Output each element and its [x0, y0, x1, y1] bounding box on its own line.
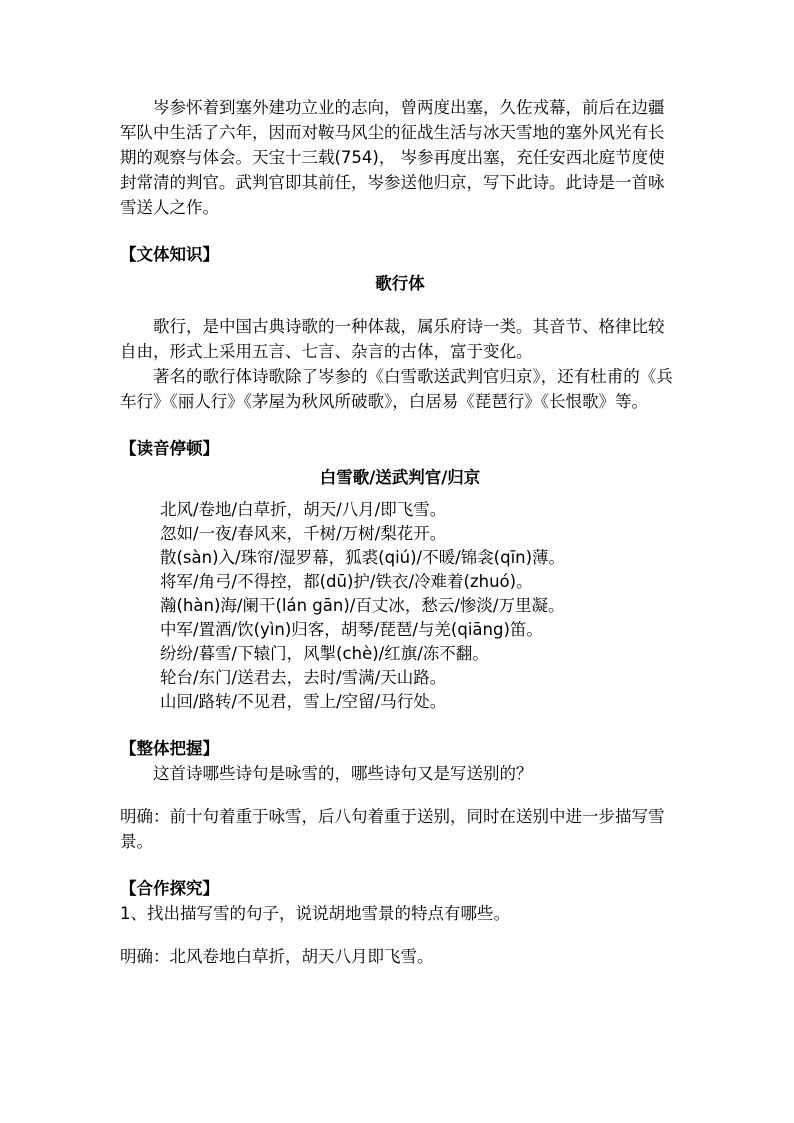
poem-line: 散(sàn)入/珠帘/湿罗幕，狐裘(qiú)/不暖/锦衾(qīn)薄。: [160, 548, 566, 567]
explore-answer: 明确：北风卷地白草折，胡天八月即飞雪。: [120, 947, 434, 966]
poem-line: 中军/置酒/饮(yìn)归客，胡琴/琵琶/与羌(qiāng)笛。: [160, 620, 543, 639]
overall-answer: 明确：前十句着重于咏雪，后八句着重于送别，同时在送别中进一步描写雪景。: [120, 807, 665, 851]
poem-line: 山回/路转/不见君，雪上/空留/马行处。: [160, 692, 447, 711]
poem-line: 轮台/东门/送君去，去时/雪满/天山路。: [160, 668, 447, 687]
poem-line: 瀚(hàn)海/阑干(lán gān)/百丈冰，愁云/惨淡/万里凝。: [160, 596, 565, 615]
intro-paragraph: 岑参怀着到塞外建功立业的志向，曾两度出塞，久佐戎幕，前后在边疆军队中生活了六年，因而对鞍马风尘的征战生活与冰天雪地的塞外风光有长期的观察与体会。天宝十三载(754)， 岑参再度出塞，充任安西北庭节度使封常清的判官。武判官即其前任，岑参送他归京，写下此诗。此诗是一首咏雪送人之作。: [120, 98, 665, 217]
genre-paragraph-2: 著名的歌行体诗歌除了岑参的《白雪歌送武判官归京》，还有杜甫的《兵车行》《丽人行》《茅屋为秋风所破歌》，白居易《琵琶行》《长恨歌》等。: [120, 367, 673, 411]
poem-title: 白雪歌/送武判官/归京: [319, 468, 481, 487]
poem-block: [120, 498, 680, 714]
poem-line: 北风/卷地/白草折，胡天/八月/即飞雪。: [160, 500, 447, 519]
document-content: [120, 95, 680, 969]
genre-title: 歌行体: [375, 274, 425, 293]
genre-paragraph-1: 歌行，是中国古典诗歌的一种体裁，属乐府诗一类。其音节、格律比较自由，形式上采用五言、七言、杂言的古体，富于变化。: [120, 317, 665, 361]
overall-heading: 【整体把握】: [120, 739, 219, 758]
genre-heading: 【文体知识】: [120, 245, 219, 264]
poem-line: 将军/角弓/不得控，都(dū)护/铁衣/冷难着(zhuó)。: [160, 572, 533, 591]
poem-line: 纷纷/暮雪/下辕门，风掣(chè)/红旗/冻不翻。: [160, 644, 489, 663]
reading-heading: 【读音停顿】: [120, 439, 219, 458]
poem-line: 忽如/一夜/春风来，千树/万树/梨花开。: [160, 524, 447, 543]
overall-question: 这首诗哪些诗句是咏雪的，哪些诗句又是写送别的？: [153, 764, 533, 783]
explore-question: 1、找出描写雪的句子，说说胡地雪景的特点有哪些。: [120, 904, 510, 923]
explore-heading: 【合作探究】: [120, 879, 219, 898]
